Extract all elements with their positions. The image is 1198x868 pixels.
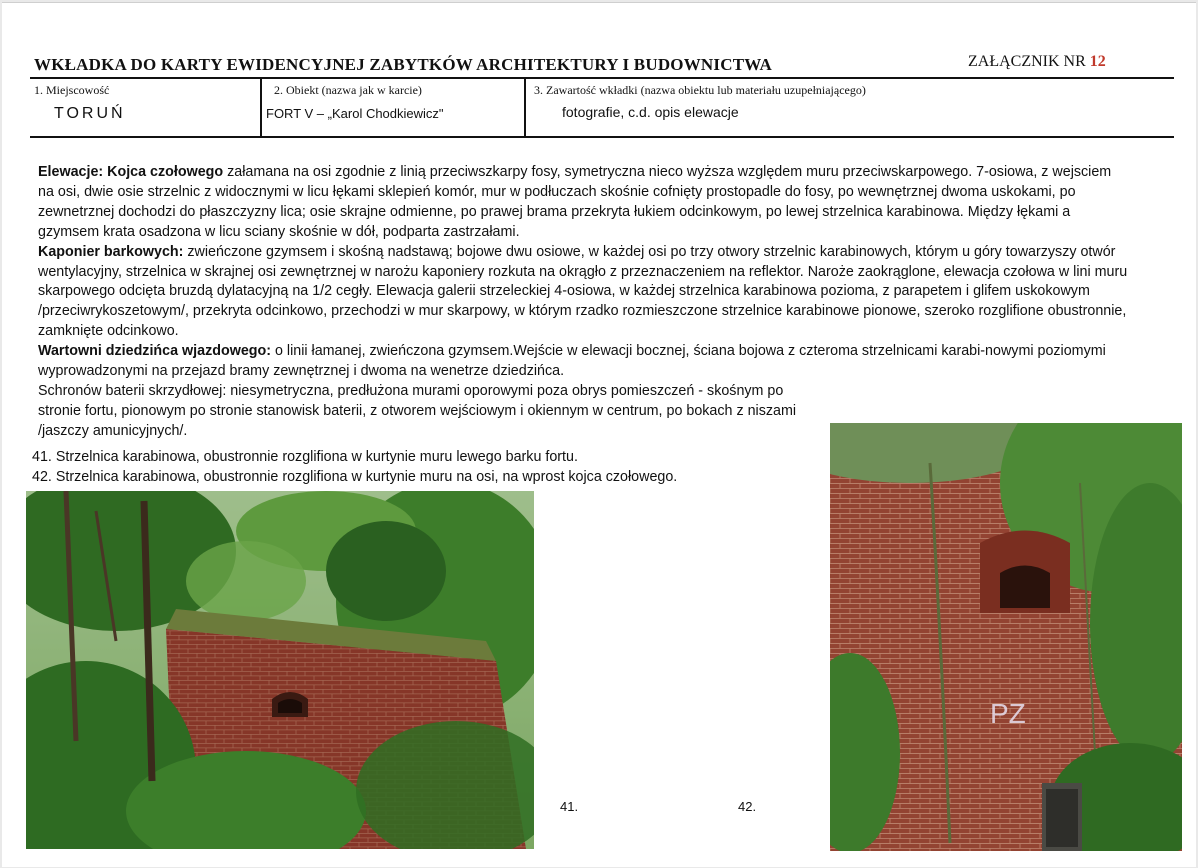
text-battery-shelters: Schronów baterii skrzydłowej: niesymetryczna, predłużona murami oporowymi poza obrys pomieszczeń - skośnym po stronie fortu, pionowym po stronie stanowisk baterii, z otworem wejściowym i okiennym w centrum, po bokach z niszami /jaszczy amunicyjnych/. — [38, 382, 797, 439]
heading-caponiers: Kaponier barkowych: — [38, 243, 184, 260]
photo-captions — [32, 447, 822, 487]
paragraph-front-cage — [38, 163, 1128, 243]
location-label: 1. Miejscowość — [34, 83, 110, 97]
photo-41-number: 41. — [560, 799, 579, 814]
text-front-cage: załamana na osi zgodnie z linią przeciwszkarpy fosy, symetryczna nieco wyższa względem muru przeciwskarpowego. 7-osiowa, z wejsciem na osi, dwie osie strzelnic z widocznymi w licu łękami sklepień komór, mur w podłuczach skośnie cofnięty prostopadle do fosy, po wewnętrznej dwoma uskokami, po zewnetrznej dochodzi do płaszczyzny lica; osie skrajne odmienne, po prawej brama przekryta łukiem odcinkowym, po lewej strzelnica karabinowa. Między łękami a gzymsem krata osadzona w licu sciany skośnie w dół, podparta zastrzałami. — [38, 164, 1112, 240]
attachment-number-value: 12 — [1089, 53, 1106, 70]
content-value: fotografie, c.d. opis elewacje — [562, 104, 739, 120]
heading-guardhouse: Wartowni dziedzińca wjazdowego: — [38, 343, 271, 360]
paragraph-guardhouse — [38, 342, 1128, 382]
attachment-number — [968, 53, 1106, 71]
attachment-label: ZAŁĄCZNIK NR — [968, 53, 1086, 70]
object-value: FORT V – „Karol Chodkiewicz" — [266, 106, 444, 121]
content-label: 3. Zawartość wkładki (nazwa obiektu lub materiału uzupełniającego) — [534, 83, 866, 97]
text-caponiers: zwieńczone gzymsem i skośną nadstawą; bojowe dwu osiowe, w każdej osi po trzy otwory strzelnic karabinowych, którym u góry towarzyszy otwór wentylacyjny, strzelnica w skrajnej osi zewnętrznej w narożu kaponiery rozkuta na okrągło z przeznaczeniem na reflektor. Naroże zaokrąglone, elewacja czołowa w lini muru skarpowego odcięta bruzdą dylatacyjną na 1/2 cegły. Elewacja galerii strzeleckiej 4-osiowa, w każdej strzelnica karabinowa pozioma, z parapetem i glifem uskokowym /przeciwrykoszetowym/, przekryta odcinkowo, przechodzi w mur skarpowy, w którym rzadko rozmieszczone strzelnice karabinowe pionowe, szeroko rozglifione obustronnie, zamknięte odcinkowo. — [38, 243, 1128, 340]
elevation-description — [38, 163, 1128, 442]
heading-front-cage: Elewacje: Kojca czołowego — [38, 164, 224, 180]
document-title: WKŁADKA DO KARTY EWIDENCYJNEJ ZABYTKÓW ARCHITEKTURY I BUDOWNICTWA — [34, 55, 773, 74]
photo-41-image — [26, 491, 534, 849]
header-rule-top — [30, 77, 1174, 79]
paragraph-caponiers — [38, 243, 1128, 343]
header-rule-bottom — [30, 136, 1174, 138]
text-guardhouse: o linii łamanej, zwieńczona gzymsem.Wejście w elewacji bocznej, ściana bojowa z czteroma strzelnicami karabi-nowymi poziomymi wyprowadzonymi na przejazd bramy zewnętrznej i dwoma na wenetrze dziedzińca. — [38, 343, 1106, 380]
photo-42-number: 42. — [738, 799, 757, 814]
caption-42: 42. Strzelnica karabinowa, obustronnie rozglifiona w kurtynie muru na osi, na wprost kojca czołowego. — [32, 469, 678, 485]
photo-41 — [26, 491, 534, 849]
paragraph-battery-shelters — [38, 382, 828, 442]
document-page — [2, 2, 1196, 867]
caption-41: 41. Strzelnica karabinowa, obustronnie rozglifiona w kurtynie muru lewego barku fortu. — [32, 449, 578, 465]
photo-42-image — [830, 423, 1182, 851]
object-label: 2. Obiekt (nazwa jak w karcie) — [274, 83, 422, 97]
photo-42 — [830, 423, 1182, 851]
field-divider-2 — [524, 77, 526, 137]
graffiti-text: PZ — [990, 698, 1026, 729]
location-value: TORUŃ — [54, 105, 126, 122]
field-divider-1 — [260, 77, 262, 137]
